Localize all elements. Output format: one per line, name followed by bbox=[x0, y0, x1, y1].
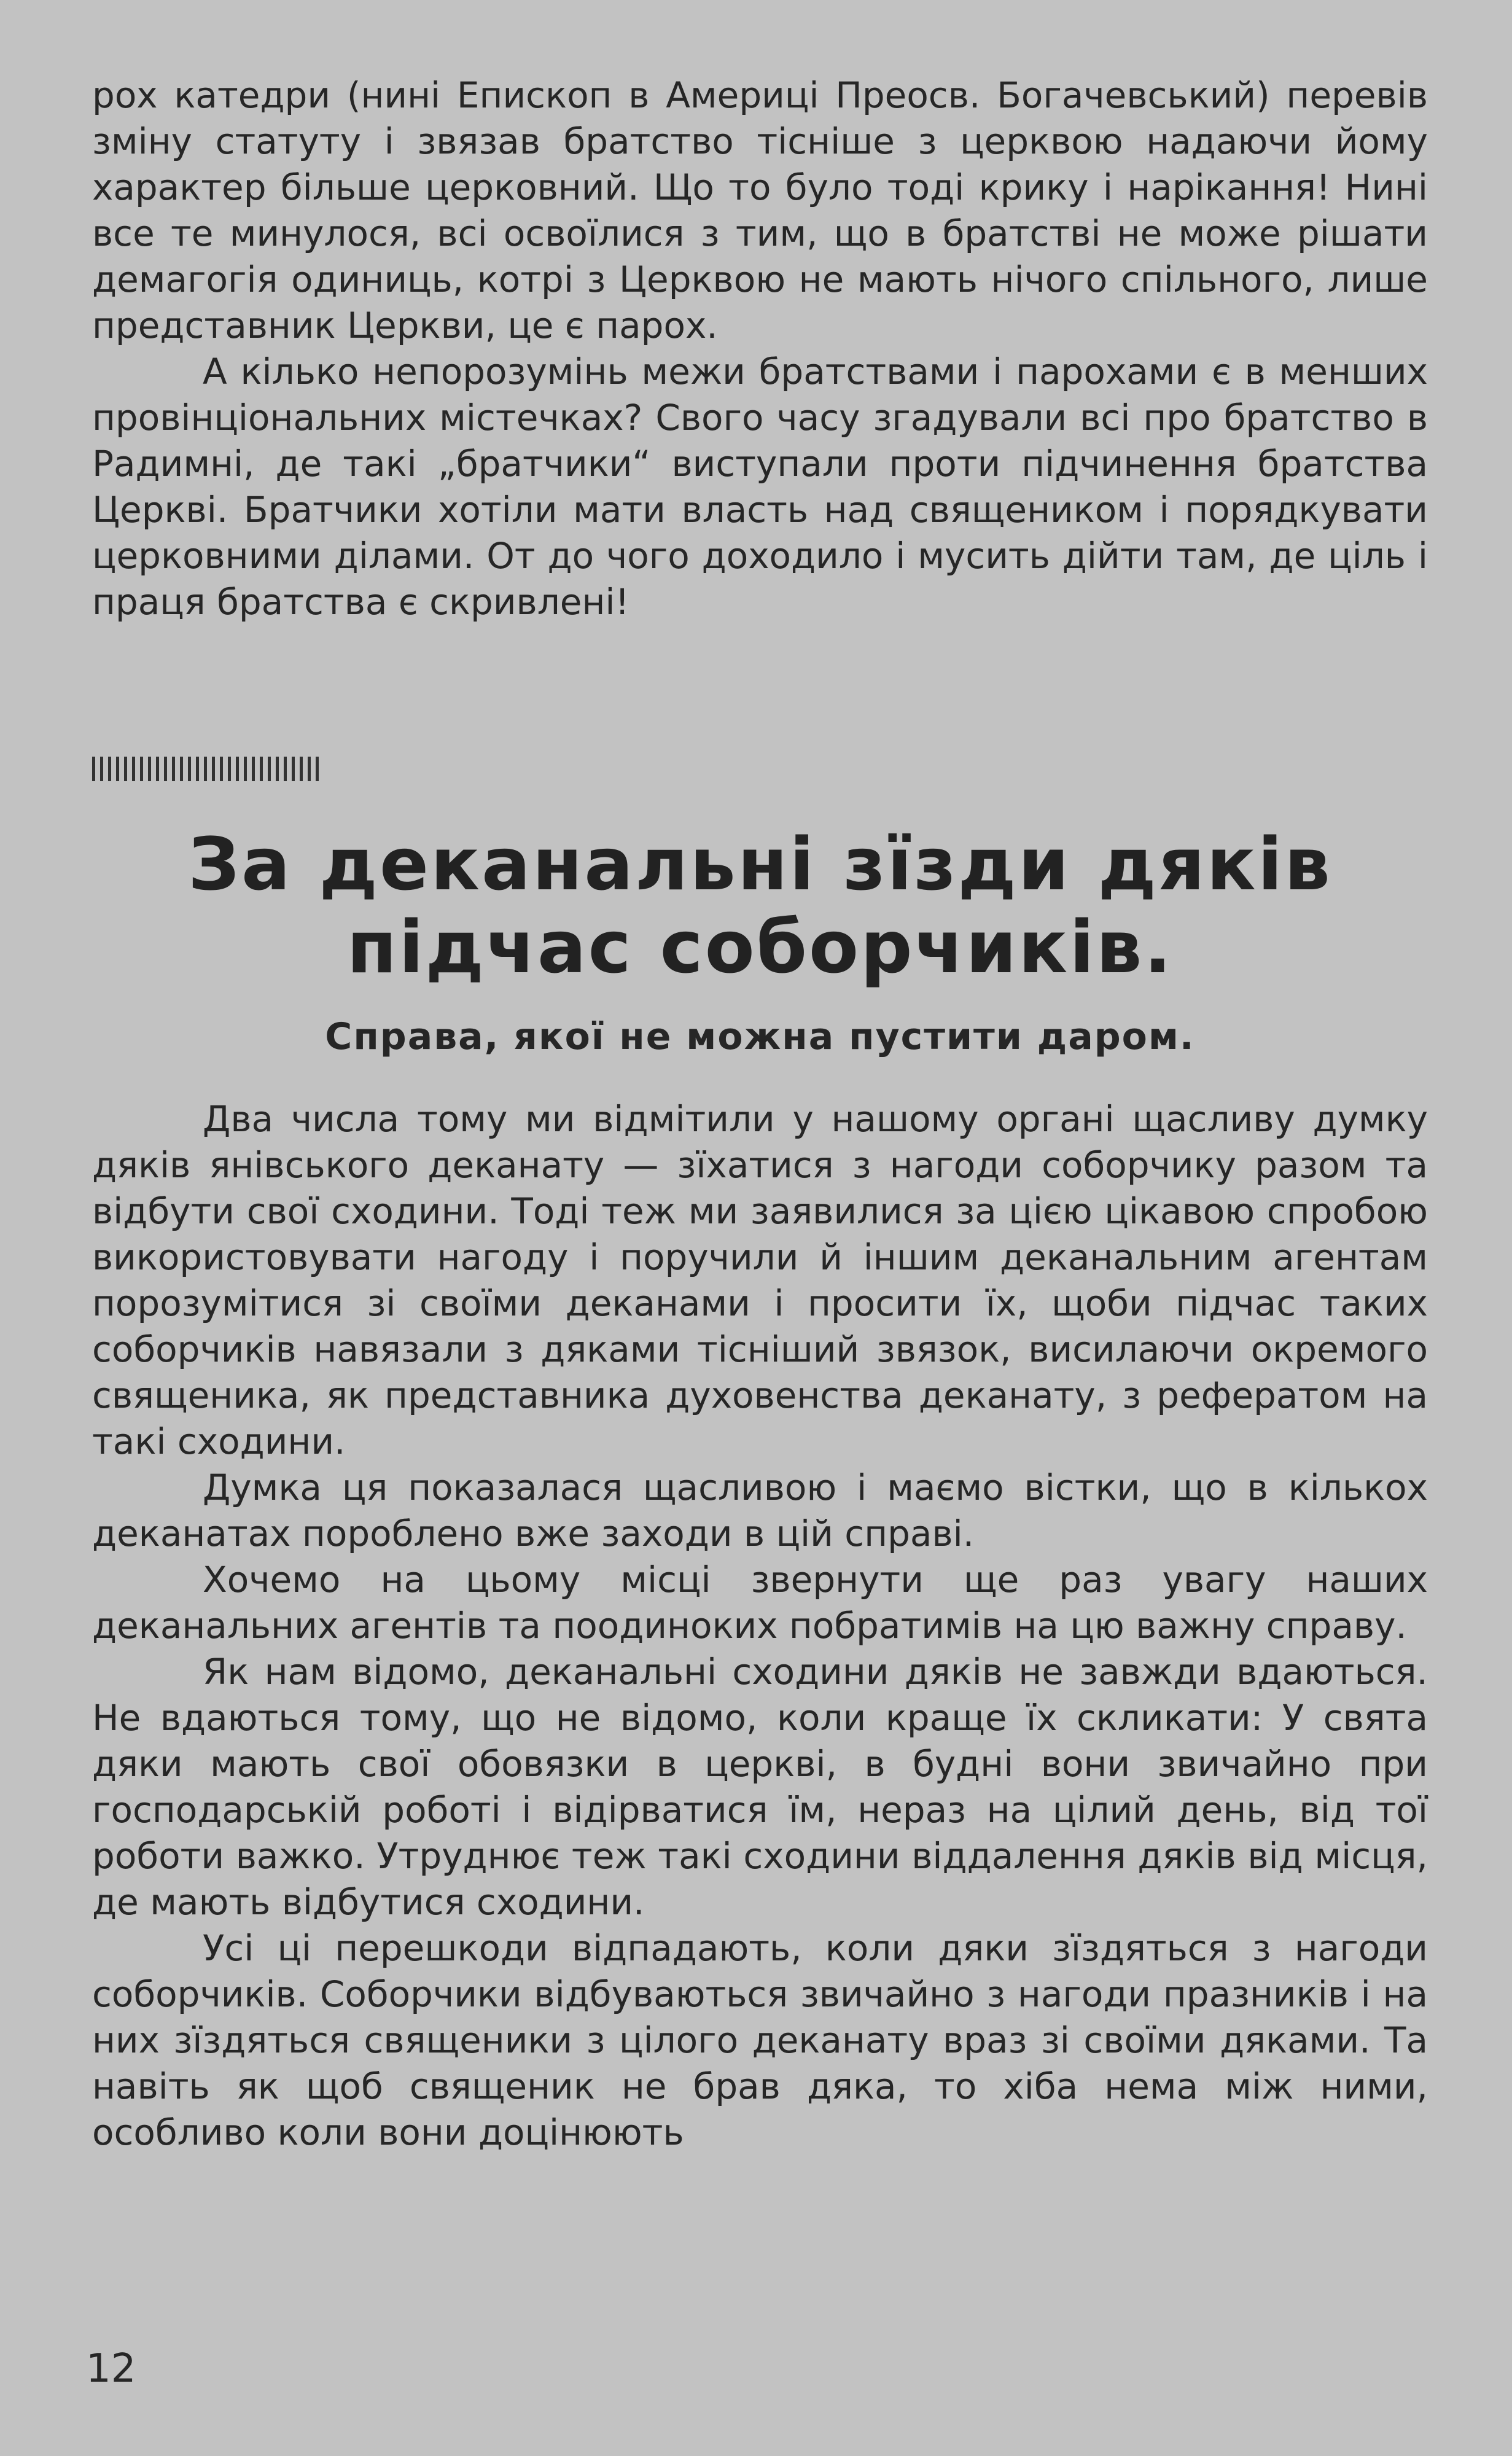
article-paragraph: Усі ці перешкоди відпадають, коли дяки зїздяться з нагоди соборчиків. Соборчики відбуваються звичайно з нагоди празників і на них зїздяться священики з цілого деканату враз зі своїми дяками. Та навіть як щоб священик не брав дяка, то хіба нема між ними, особливо коли вони доцінюють bbox=[92, 1927, 1428, 2153]
article-body bbox=[92, 1096, 1428, 2156]
paragraph-bratstva: А кілько непорозумінь межи братствами і парохами є в менших провінціональних містечках? Свого часу згадували всі про братство в Радимні, де такі „братчики“ виступали проти підчинення братства Церкві. Братчики хотіли мати власть над священиком і порядкувати церковними ділами. От до чого доходило і мусить дійти там, де ціль і праця братства є скривлені! bbox=[92, 351, 1428, 623]
paragraph-continuation: рох катедри (нині Епископ в Америці Преосв. Богачевський) перевів зміну статуту і звязав братство тісніше з церквою надаючи йому характер більше церковний. Що то було тоді крику і нарікання! Нині все те минулося, всі освоїлися з тим, що в братстві не може рішати демагогія одиниць, котрі з Церквою не мають нічого спільного, лише представник Церкви, це є парох. bbox=[92, 74, 1428, 346]
article-paragraph: Як нам відомо, деканальні сходини дяків не завжди вдаються. Не вдаються тому, що не відомо, коли краще їх скликати: У свята дяки мають свої обовязки в церкві, в будні вони звичайно при господарській роботі і відірватися їм, нераз на цілий день, від тої роботи важко. Утруднює теж такі сходини віддалення дяків від місця, де мають відбутися сходини. bbox=[92, 1651, 1428, 1923]
article-paragraph: Хочемо на цьому місці звернути ще раз увагу наших деканальних агентів та поодиноких побратимів на цю важну справу. bbox=[92, 1559, 1428, 1647]
previous-article-continuation bbox=[92, 72, 1428, 625]
article-subheadline: Справа, якої не можна пустити даром. bbox=[325, 1015, 1195, 1058]
article-paragraph: Думка ця показалася щасливою і маємо вістки, що в кількох деканатах пороблено вже заходи в цій справі. bbox=[92, 1467, 1428, 1554]
section-divider bbox=[92, 757, 319, 781]
page-number: 12 bbox=[86, 2346, 136, 2392]
article-paragraph: Два числа тому ми відмітили у нашому органі щасливу думку дяків янівського деканату — зїхатися з нагоди соборчику разом та відбути свої сходини. Тоді теж ми заявилися за цією цікавою спробою використовувати нагоду і поручили й іншим деканальним агентам порозумітися зі своїми деканами і просити їх, щоби підчас таких соборчиків навязали з дяками тісніший звязок, висилаючи окремого священика, як представника духовенства деканату, з рефератом на такі сходини. bbox=[92, 1098, 1428, 1462]
article-headline: За деканальні зїзди дяків підчас соборчиків. bbox=[188, 822, 1332, 989]
